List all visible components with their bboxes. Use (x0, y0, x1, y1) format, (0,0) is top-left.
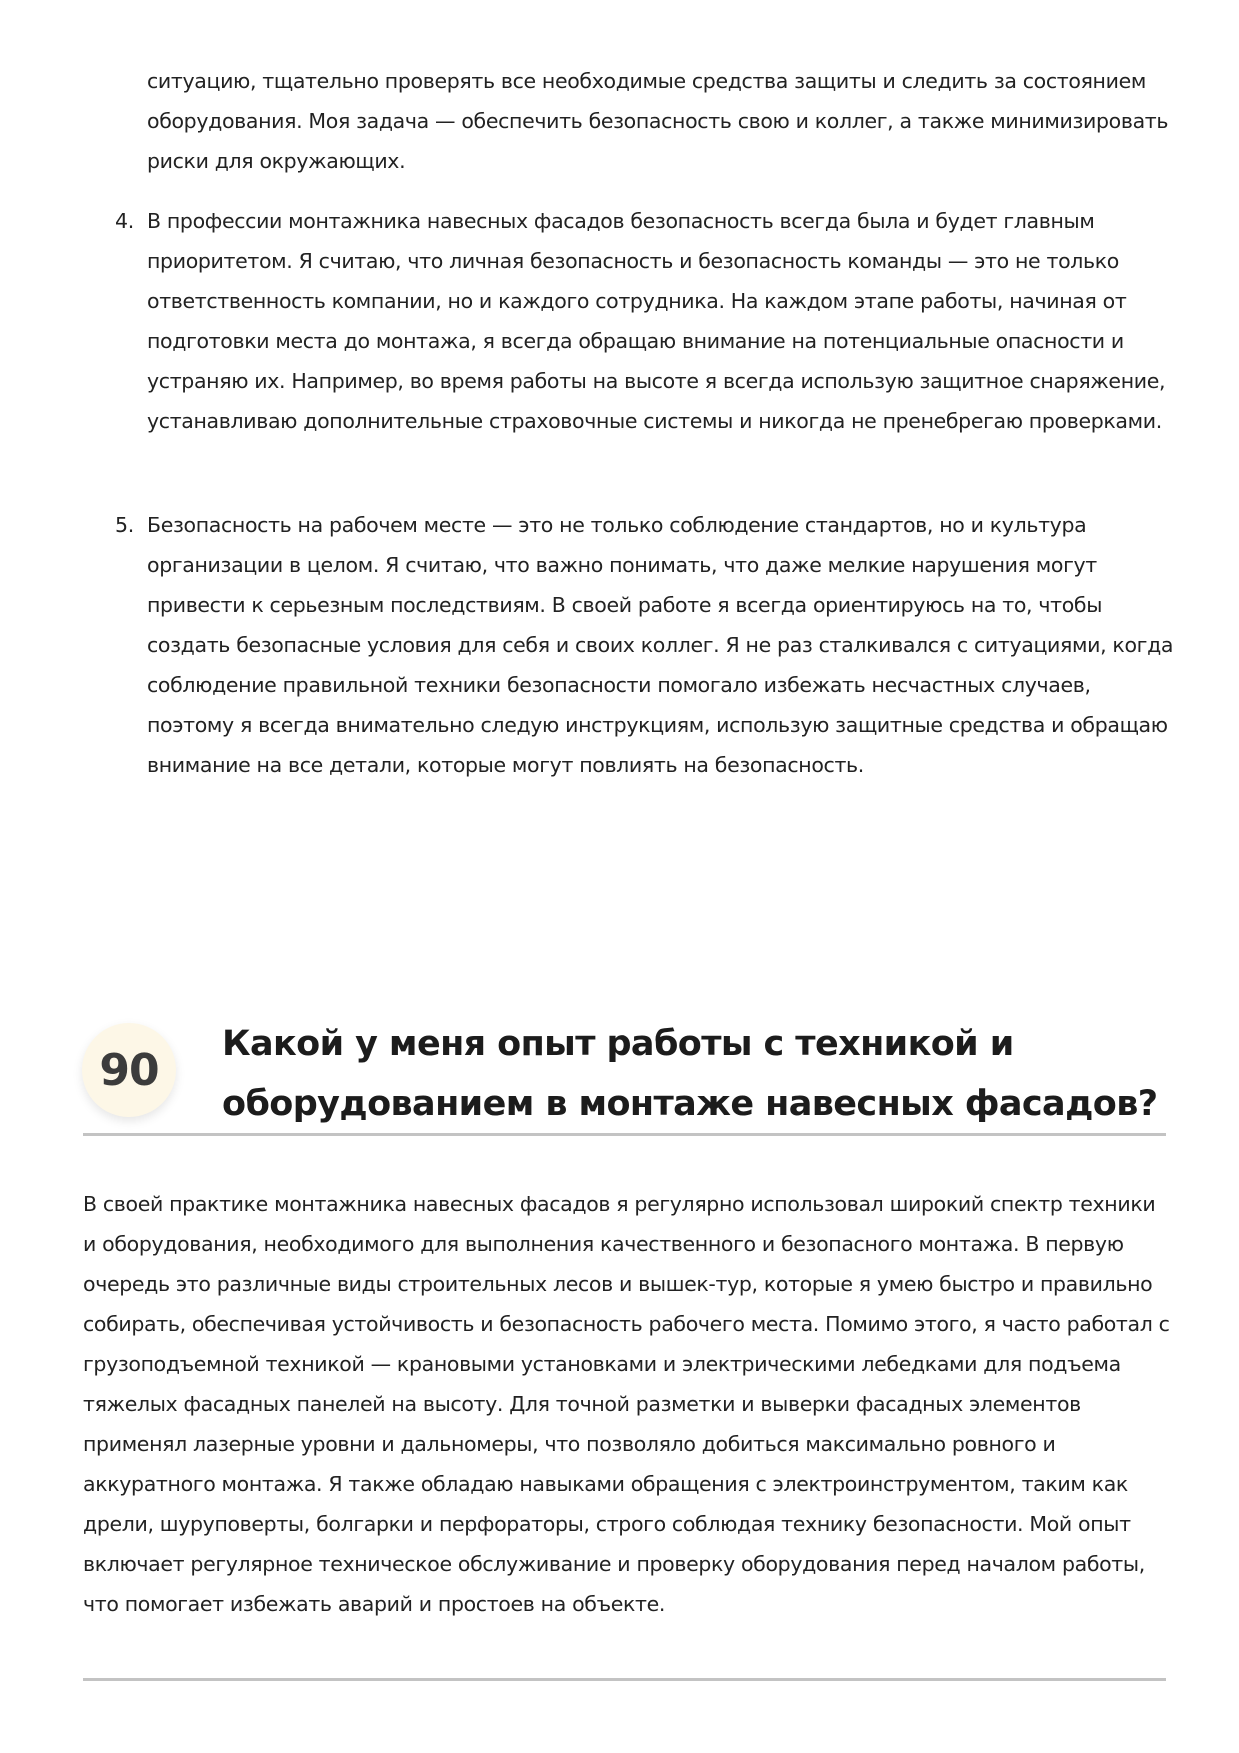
question-answer: В своей практике монтажника навесных фасадов я регулярно использовал широкий спектр техники и оборудования, необходимого для выполнения качественного и безопасного монтажа. В первую очередь это различные виды строительных лесов и вышек-тур, которые я умею быстро и правильно собирать, обеспечивая устойчивость и безопасность рабочего места. Помимо этого, я часто работал с грузоподъемной техникой — крановыми установками и электрическими лебедками для подъема тяжелых фасадных панелей на высоту. Для точной разметки и выверки фасадных элементов применял лазерные уровни и дальномеры, что позволяло добиться максимально ровного и аккуратного монтажа. Я также обладаю навыками обращения с электроинструментом, таким как дрели, шуруповерты, болгарки и перфораторы, строго соблюдая технику безопасности. Мой опыт включает регулярное техническое обслуживание и проверку оборудования перед началом работы, что помогает избежать аварий и простоев на объекте. (83, 1192, 1170, 1616)
list-item (115, 505, 1175, 785)
question-number-badge: 90 (82, 1023, 176, 1117)
list-item-text: В профессии монтажника навесных фасадов безопасность всегда была и будет главным приоритетом. Я считаю, что личная безопасность и безопасность команды — это не только ответственность компании, но и каждого сотрудника. На каждом этапе работы, начиная от подготовки места до монтажа, я всегда обращаю внимание на потенциальные опасности и устраняю их. Например, во время работы на высоте я всегда использую защитное снаряжение, устанавливаю дополнительные страховочные системы и никогда не пренебрегаю проверками. (147, 209, 1166, 433)
list-item-number: 5. (115, 513, 134, 537)
section-divider (83, 1678, 1166, 1681)
heading-divider (83, 1133, 1166, 1136)
list-item (115, 201, 1175, 441)
previous-answer-continuation: ситуацию, тщательно проверять все необходимые средства защиты и следить за состоянием оборудования. Моя задача — обеспечить безопасность свою и коллег, а также минимизировать риски для окружающих. (147, 69, 1169, 173)
list-item-number: 4. (115, 209, 134, 233)
list-item-text: Безопасность на рабочем месте — это не только соблюдение стандартов, но и культура организации в целом. Я считаю, что важно понимать, что даже мелкие нарушения могут привести к серьезным последствиям. В своей работе я всегда ориентируюсь на то, чтобы создать безопасные условия для себя и своих коллег. Я не раз сталкивался с ситуациями, когда соблюдение правильной техники безопасности помогало избежать несчастных случаев, поэтому я всегда внимательно следую инструкциям, использую защитные средства и обращаю внимание на все детали, которые могут повлиять на безопасность. (147, 513, 1174, 777)
question-title: Какой у меня опыт работы с техникой и оборудованием в монтаже навесных фасадов? (222, 1024, 1158, 1124)
